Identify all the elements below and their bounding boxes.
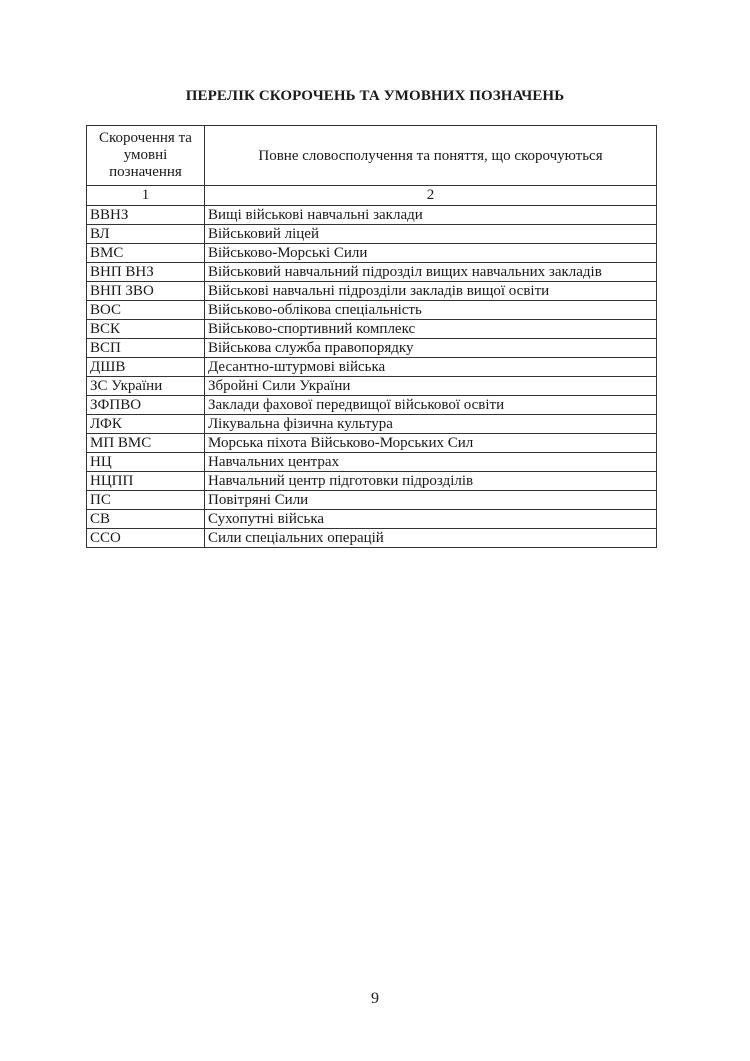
abbreviation-cell: ВВНЗ bbox=[87, 206, 205, 225]
abbreviation-cell: СВ bbox=[87, 510, 205, 529]
full-term-cell: Військово-спортивний комплекс bbox=[205, 320, 657, 339]
full-term-cell: Вищі військові навчальні заклади bbox=[205, 206, 657, 225]
full-term-cell: Сили спеціальних операцій bbox=[205, 529, 657, 548]
abbreviation-cell: ВНП ЗВО bbox=[87, 282, 205, 301]
full-term-cell: Морська піхота Військово-Морських Сил bbox=[205, 434, 657, 453]
full-term-cell: Військовий навчальний підрозділ вищих навчальних закладів bbox=[205, 263, 657, 282]
table-row bbox=[87, 339, 657, 358]
column-number-1: 1 bbox=[87, 186, 205, 206]
abbreviation-cell: ЗФПВО bbox=[87, 396, 205, 415]
abbreviation-cell: ПС bbox=[87, 491, 205, 510]
table-row bbox=[87, 415, 657, 434]
table-row bbox=[87, 244, 657, 263]
abbreviation-cell: ВОС bbox=[87, 301, 205, 320]
abbreviation-cell: ВСК bbox=[87, 320, 205, 339]
table-row bbox=[87, 377, 657, 396]
abbreviations-table bbox=[86, 125, 657, 548]
header-abbreviation: Скорочення та умовні позначення bbox=[87, 126, 205, 186]
full-term-cell: Збройні Сили України bbox=[205, 377, 657, 396]
column-number-2: 2 bbox=[205, 186, 657, 206]
abbreviation-cell: ВНП ВНЗ bbox=[87, 263, 205, 282]
table-row bbox=[87, 529, 657, 548]
table-row bbox=[87, 358, 657, 377]
full-term-cell: Військова служба правопорядку bbox=[205, 339, 657, 358]
full-term-cell: Навчальний центр підготовки підрозділів bbox=[205, 472, 657, 491]
abbreviation-cell: ЛФК bbox=[87, 415, 205, 434]
full-term-cell: Військово-Морські Сили bbox=[205, 244, 657, 263]
table-row bbox=[87, 320, 657, 339]
table-row bbox=[87, 301, 657, 320]
table-row bbox=[87, 225, 657, 244]
abbreviation-cell: ВСП bbox=[87, 339, 205, 358]
page-number: 9 bbox=[371, 990, 379, 1007]
full-term-cell: Навчальних центрах bbox=[205, 453, 657, 472]
table-row bbox=[87, 453, 657, 472]
full-term-cell: Заклади фахової передвищої військової освіти bbox=[205, 396, 657, 415]
full-term-cell: Військово-облікова спеціальність bbox=[205, 301, 657, 320]
full-term-cell: Десантно-штурмові війська bbox=[205, 358, 657, 377]
table-row bbox=[87, 491, 657, 510]
full-term-cell: Сухопутні війська bbox=[205, 510, 657, 529]
table-row bbox=[87, 206, 657, 225]
table-row bbox=[87, 510, 657, 529]
abbreviation-cell: ДШВ bbox=[87, 358, 205, 377]
table-header-row bbox=[87, 126, 657, 186]
header-full-term: Повне словосполучення та поняття, що скорочуються bbox=[205, 126, 657, 186]
abbreviation-cell: МП ВМС bbox=[87, 434, 205, 453]
abbreviation-cell: НЦ bbox=[87, 453, 205, 472]
page-title: ПЕРЕЛІК СКОРОЧЕНЬ ТА УМОВНИХ ПОЗНАЧЕНЬ bbox=[185, 88, 565, 104]
abbreviation-cell: ВМС bbox=[87, 244, 205, 263]
column-number-row bbox=[87, 186, 657, 206]
table-row bbox=[87, 472, 657, 491]
full-term-cell: Військовий ліцей bbox=[205, 225, 657, 244]
table-row bbox=[87, 282, 657, 301]
table-row bbox=[87, 263, 657, 282]
abbreviation-cell: ВЛ bbox=[87, 225, 205, 244]
abbreviation-cell: ЗС України bbox=[87, 377, 205, 396]
full-term-cell: Лікувальна фізична культура bbox=[205, 415, 657, 434]
full-term-cell: Військові навчальні підрозділи закладів вищої освіти bbox=[205, 282, 657, 301]
table-row bbox=[87, 434, 657, 453]
abbreviation-cell: ССО bbox=[87, 529, 205, 548]
abbreviation-cell: НЦПП bbox=[87, 472, 205, 491]
full-term-cell: Повітряні Сили bbox=[205, 491, 657, 510]
table-row bbox=[87, 396, 657, 415]
